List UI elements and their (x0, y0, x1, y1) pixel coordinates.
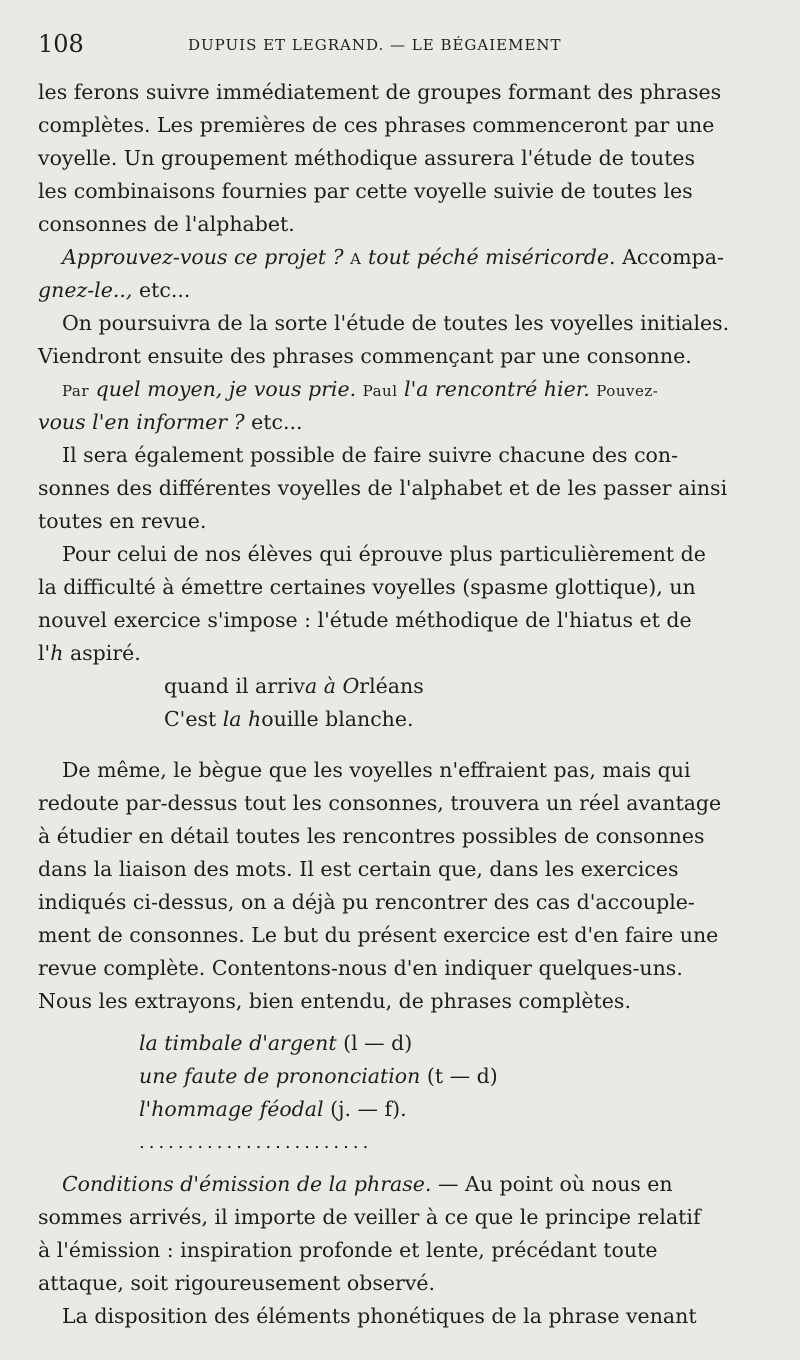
example-line (38, 1093, 764, 1126)
ellipsis-dots: ........................ (139, 1132, 373, 1153)
word: (j. — f). (330, 1097, 407, 1121)
text-line: Il sera également possible de faire suivre chacune des con- (62, 443, 679, 467)
text-line: La disposition des éléments phonétiques de la phrase venant (62, 1304, 697, 1328)
text-line: On poursuivra de la sorte l'étude de toutes les voyelles initiales. (62, 311, 730, 335)
smallcaps-word: Pouvez- (596, 382, 659, 400)
text-line: Nous les extrayons, bien entendu, de phrases complètes. (38, 989, 631, 1013)
word: — Au point où nous en (431, 1172, 673, 1196)
text-line: les ferons suivre immédiatement de groupes formant des phrases (38, 80, 722, 104)
text-line: indiqués ci-dessus, on a déjà pu rencontrer des cas d'accouple- (38, 890, 695, 914)
word: etc... (138, 278, 191, 302)
text-line: dans la liaison des mots. Il est certain que, dans les exercices (38, 857, 679, 881)
italic-phrase: quel moyen, je vous prie. (95, 377, 357, 401)
italic-phrase: tout péché miséricorde. (368, 245, 616, 269)
page-number: 108 (38, 30, 84, 58)
word: Accompa- (622, 245, 724, 269)
spacer (38, 1159, 764, 1168)
text-line: toutes en revue. (38, 509, 207, 533)
section-heading: Conditions d'émission de la phrase. (62, 1172, 432, 1196)
text-line: Viendront ensuite des phrases commençant par une consonne. (38, 344, 692, 368)
example-line (38, 670, 764, 703)
word: ouille blanche. (261, 707, 414, 731)
text-line: la difficulté à émettre certaines voyelles (spasme glottique), un (38, 575, 696, 599)
word: quand il arriv (164, 674, 305, 698)
italic-phrase: a à O (304, 674, 360, 698)
smallcaps-word: Paul (362, 382, 398, 400)
smallcaps-word: A (350, 250, 362, 268)
text-line (38, 274, 764, 307)
italic-phrase: l'a rencontré hier. (404, 377, 590, 401)
word: l' (38, 641, 51, 665)
spacer (38, 736, 764, 754)
word: (t — d) (426, 1064, 498, 1088)
page-body (38, 76, 764, 1333)
text-line: redoute par-dessus tout les consonnes, trouvera un réel avantage (38, 791, 722, 815)
italic-phrase: Approuvez-vous ce projet ? (62, 245, 344, 269)
text-line: Pour celui de nos élèves qui éprouve plus particulièrement de (62, 542, 706, 566)
italic-phrase: vous l'en informer ? (38, 410, 245, 434)
example-line (38, 1027, 764, 1060)
text-line: revue complète. Contentons-nous d'en indiquer quelques-uns. (38, 956, 683, 980)
text-line: les combinaisons fournies par cette voyelle suivie de toutes les (38, 179, 693, 203)
italic-phrase: l'hommage féodal (139, 1097, 324, 1121)
text-line: De même, le bègue que les voyelles n'effraient pas, mais qui (62, 758, 691, 782)
italic-phrase: gnez-le.., (38, 278, 133, 302)
italic-letter: h (50, 641, 64, 665)
text-line (38, 406, 764, 439)
text-line: complètes. Les premières de ces phrases commenceront par une (38, 113, 715, 137)
text-line: à étudier en détail toutes les rencontres possibles de consonnes (38, 824, 705, 848)
italic-phrase: la timbale d'argent (139, 1031, 337, 1055)
text-line: attaque, soit rigoureusement observé. (38, 1271, 436, 1295)
italic-phrase: la h (222, 707, 262, 731)
example-line (38, 703, 764, 736)
page-header (38, 30, 778, 66)
text-line: nouvel exercice s'impose : l'étude méthodique de l'hiatus et de (38, 608, 692, 632)
word: aspiré. (69, 641, 141, 665)
text-line (38, 373, 764, 406)
text-line: voyelle. Un groupement méthodique assurera l'étude de toutes (38, 146, 696, 170)
text-line: ment de consonnes. Le but du présent exercice est d'en faire une (38, 923, 719, 947)
example-line (38, 1060, 764, 1093)
word: rléans (359, 674, 424, 698)
italic-phrase: une faute de prononciation (139, 1064, 421, 1088)
spacer (38, 1018, 764, 1027)
text-line: sonnes des différentes voyelles de l'alphabet et de les passer ainsi (38, 476, 728, 500)
smallcaps-word: Par (62, 382, 90, 400)
text-line (38, 637, 764, 670)
text-line (38, 1168, 764, 1201)
running-title: DUPUIS ET LEGRAND. — LE BÉGAIEMENT (188, 36, 562, 54)
text-line (38, 241, 764, 274)
text-line: sommes arrivés, il importe de veiller à ce que le principe relatif (38, 1205, 701, 1229)
word: etc... (251, 410, 303, 434)
text-line: consonnes de l'alphabet. (38, 212, 295, 236)
word: (l — d) (343, 1031, 413, 1055)
text-line: à l'émission : inspiration profonde et lente, précédant toute (38, 1238, 658, 1262)
word: C'est (164, 707, 223, 731)
